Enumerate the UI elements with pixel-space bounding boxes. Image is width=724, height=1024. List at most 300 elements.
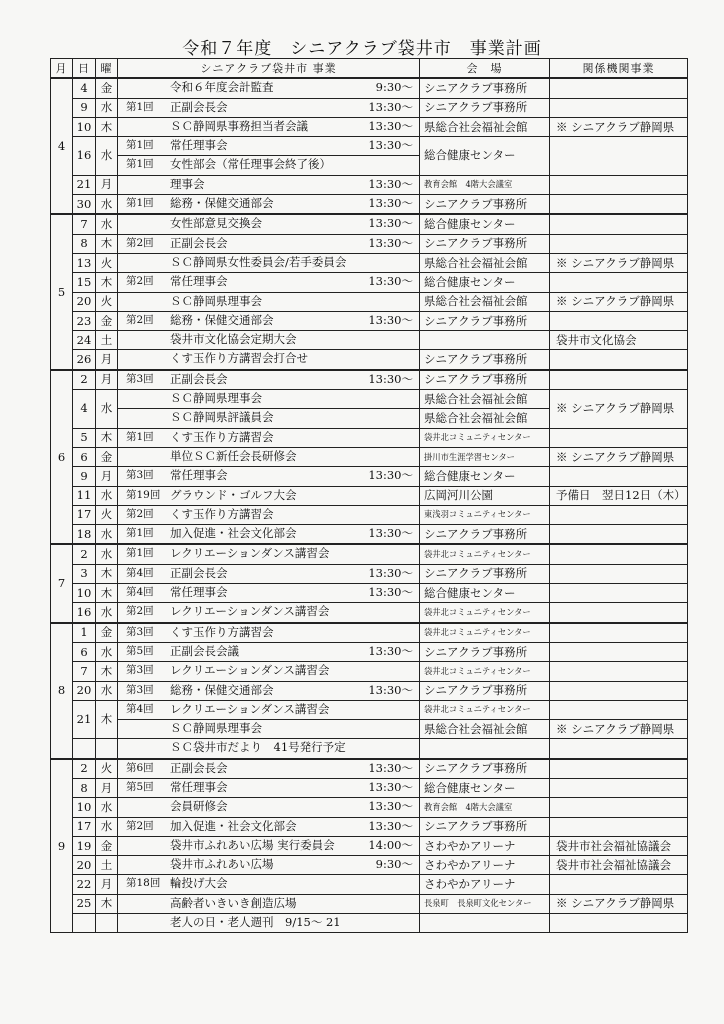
day-cell: 16: [73, 137, 96, 176]
venue-cell: さわやかアリーナ: [420, 836, 550, 855]
event-cell: [118, 894, 420, 913]
weekday-cell: 金: [96, 447, 118, 466]
related-cell: ※ シニアクラブ静岡県: [550, 720, 688, 739]
table-row: [51, 603, 688, 623]
weekday-cell: 土: [96, 856, 118, 875]
table-row: [51, 720, 688, 739]
event-number: 第3回: [126, 372, 154, 385]
related-cell: [550, 584, 688, 603]
venue-cell: 県総合社会福祉会館: [420, 409, 550, 428]
venue-cell: シニアクラブ事務所: [420, 564, 550, 583]
event-number: 第18回: [126, 877, 161, 890]
day-cell: 20: [73, 292, 96, 311]
related-cell: [550, 370, 688, 390]
weekday-cell: 月: [96, 370, 118, 390]
venue-cell: シニアクラブ事務所: [420, 78, 550, 98]
event-time: 13:30～: [368, 196, 413, 211]
related-cell: ※ シニアクラブ静岡県: [550, 253, 688, 272]
weekday-cell: 木: [96, 273, 118, 292]
event-name: ＳＣ静岡県理事会: [170, 721, 262, 736]
event-cell: [118, 603, 420, 623]
header-related: 関係機関事業: [550, 59, 688, 79]
event-cell: [118, 117, 420, 136]
table-row: [51, 564, 688, 583]
venue-cell: 教育会館 4階大会議室: [420, 798, 550, 817]
event-name: 加入促進・社会文化部会: [170, 526, 297, 541]
day-cell: 1: [73, 623, 96, 643]
day-cell: 6: [73, 642, 96, 661]
day-cell: 22: [73, 875, 96, 894]
weekday-cell: 木: [96, 894, 118, 913]
event-cell: [118, 98, 420, 117]
weekday-cell: 月: [96, 175, 118, 194]
venue-cell: 県総合社会福祉会館: [420, 117, 550, 136]
event-number: 第3回: [126, 683, 154, 696]
event-cell: [118, 175, 420, 194]
table-row: [51, 486, 688, 505]
weekday-cell: 木: [96, 428, 118, 447]
related-cell: [550, 914, 688, 933]
event-name: 正副会長会議: [170, 643, 239, 658]
event-number: 第4回: [126, 586, 154, 599]
day-cell: 13: [73, 253, 96, 272]
table-row: [51, 894, 688, 913]
day-cell: 4: [73, 390, 96, 429]
event-name: くす玉作り方講習会: [170, 624, 274, 639]
event-number: 第2回: [126, 507, 154, 520]
weekday-cell: 水: [96, 603, 118, 623]
related-cell: [550, 505, 688, 524]
venue-cell: [420, 739, 550, 759]
related-cell: [550, 623, 688, 643]
weekday-cell: 木: [96, 584, 118, 603]
table-row: [51, 370, 688, 390]
event-time: 13:30～: [368, 274, 413, 289]
event-number: 第3回: [126, 664, 154, 677]
event-number: 第3回: [126, 469, 154, 482]
venue-cell: 長泉町 長泉町文化センター: [420, 894, 550, 913]
related-cell: [550, 350, 688, 370]
event-name: 袋井市ふれあい広場 実行委員会: [170, 837, 335, 852]
weekday-cell: [96, 914, 118, 933]
related-cell: [550, 234, 688, 253]
venue-cell: シニアクラブ事務所: [420, 195, 550, 215]
event-cell: [118, 623, 420, 643]
month-cell: 6: [51, 370, 73, 545]
day-cell: 26: [73, 350, 96, 370]
day-cell: 10: [73, 117, 96, 136]
weekday-cell: 火: [96, 505, 118, 524]
related-cell: [550, 739, 688, 759]
weekday-cell: 火: [96, 292, 118, 311]
event-name: ＳＣ静岡県評議員会: [170, 410, 274, 425]
day-cell: [73, 914, 96, 933]
day-cell: 2: [73, 544, 96, 564]
venue-cell: 広岡河川公園: [420, 486, 550, 505]
weekday-cell: 木: [96, 662, 118, 681]
event-cell: [118, 505, 420, 524]
weekday-cell: 木: [96, 564, 118, 583]
event-name: 正副会長会: [170, 565, 228, 580]
event-name: ＳＣ静岡県事務担当者会議: [170, 118, 308, 133]
table-row: [51, 856, 688, 875]
event-cell: [118, 214, 420, 234]
day-cell: 17: [73, 505, 96, 524]
venue-cell: さわやかアリーナ: [420, 856, 550, 875]
venue-cell: 総合健康センター: [420, 214, 550, 234]
event-time: 13:30～: [368, 682, 413, 697]
weekday-cell: 金: [96, 623, 118, 643]
table-row: [51, 117, 688, 136]
venue-cell: 袋井北コミュニティセンター: [420, 662, 550, 681]
document-title: 令和７年度 シニアクラブ袋井市 事業計画: [182, 39, 542, 59]
venue-cell: 総合健康センター: [420, 273, 550, 292]
table-row: [51, 759, 688, 779]
event-cell: [118, 875, 420, 894]
event-name: 会員研修会: [170, 799, 228, 814]
table-row: [51, 195, 688, 215]
day-cell: 9: [73, 467, 96, 486]
event-cell: [118, 311, 420, 330]
day-cell: 11: [73, 486, 96, 505]
event-time: 13:30～: [368, 565, 413, 580]
day-cell: 2: [73, 759, 96, 779]
venue-cell: 袋井北コミュニティセンター: [420, 544, 550, 564]
event-name: 女性部意見交換会: [170, 216, 262, 231]
event-cell: [118, 798, 420, 817]
event-cell: [118, 836, 420, 855]
event-name: ＳＣ静岡県理事会: [170, 293, 262, 308]
event-name: 老人の日・老人週刊 9/15～ 21: [170, 915, 341, 930]
header-event: シニアクラブ袋井市 事業: [118, 59, 420, 79]
venue-cell: シニアクラブ事務所: [420, 817, 550, 836]
table-row: [51, 778, 688, 797]
event-cell: [118, 778, 420, 797]
event-time: 13:30～: [368, 176, 413, 191]
event-cell: [118, 409, 420, 428]
event-name: 加入促進・社会文化部会: [170, 818, 297, 833]
table-row: [51, 505, 688, 524]
day-cell: 15: [73, 273, 96, 292]
related-cell: [550, 681, 688, 700]
event-time: 13:30～: [368, 118, 413, 133]
event-number: 第1回: [126, 547, 154, 560]
day-cell: [73, 739, 96, 759]
table-row: [51, 331, 688, 350]
weekday-cell: 水: [96, 817, 118, 836]
related-cell: [550, 603, 688, 623]
venue-cell: [420, 914, 550, 933]
weekday-cell: 土: [96, 331, 118, 350]
venue-cell: 総合健康センター: [420, 467, 550, 486]
weekday-cell: [96, 739, 118, 759]
event-cell: [118, 350, 420, 370]
related-cell: 袋井市社会福祉協議会: [550, 836, 688, 855]
day-cell: 2: [73, 370, 96, 390]
event-cell: [118, 292, 420, 311]
event-name: くす玉作り方講習会打合せ: [170, 351, 308, 366]
event-name: 袋井市文化協会定期大会: [170, 332, 297, 347]
event-number: 第2回: [126, 275, 154, 288]
weekday-cell: 水: [96, 798, 118, 817]
related-cell: [550, 78, 688, 98]
table-row: [51, 234, 688, 253]
table-row: [51, 681, 688, 700]
event-name: 女性部会（常任理事会終了後）: [170, 157, 331, 172]
weekday-cell: 火: [96, 253, 118, 272]
event-cell: [118, 720, 420, 739]
day-cell: 3: [73, 564, 96, 583]
day-cell: 10: [73, 584, 96, 603]
event-time: 13:30～: [368, 585, 413, 600]
event-time: 13:30～: [368, 99, 413, 114]
event-name: 総務・保健交通部会: [170, 196, 274, 211]
related-cell: [550, 642, 688, 661]
event-time: 13:30～: [368, 138, 413, 153]
venue-cell: 掛川市生涯学習センター: [420, 447, 550, 466]
venue-cell: 教育会館 4階大会議室: [420, 175, 550, 194]
table-row: [51, 98, 688, 117]
table-row: [51, 739, 688, 759]
weekday-cell: 水: [96, 642, 118, 661]
related-cell: [550, 214, 688, 234]
venue-cell: シニアクラブ事務所: [420, 350, 550, 370]
event-number: 第5回: [126, 780, 154, 793]
venue-cell: 総合健康センター: [420, 137, 550, 176]
table-row: [51, 137, 688, 156]
event-name: 正副会長会: [170, 99, 228, 114]
event-name: レクリエーションダンス講習会: [170, 546, 330, 561]
table-row: [51, 836, 688, 855]
event-name: 正副会長会: [170, 235, 228, 250]
venue-cell: 袋井北コミュニティセンター: [420, 700, 550, 719]
table-row: [51, 700, 688, 719]
related-cell: 袋井市社会福祉協議会: [550, 856, 688, 875]
table-row: [51, 914, 688, 933]
table-row: [51, 662, 688, 681]
table-row: [51, 253, 688, 272]
related-cell: [550, 98, 688, 117]
related-cell: ※ シニアクラブ静岡県: [550, 292, 688, 311]
event-number: 第1回: [126, 100, 154, 113]
weekday-cell: 火: [96, 759, 118, 779]
event-time: 13:30～: [368, 779, 413, 794]
venue-cell: 県総合社会福祉会館: [420, 720, 550, 739]
event-name: 常任理事会: [170, 468, 228, 483]
event-cell: [118, 564, 420, 583]
table-row: [51, 544, 688, 564]
related-cell: [550, 778, 688, 797]
table-row: [51, 292, 688, 311]
venue-cell: シニアクラブ事務所: [420, 311, 550, 330]
day-cell: 18: [73, 525, 96, 545]
event-name: 令和６年度会計監査: [170, 80, 274, 95]
day-cell: 20: [73, 681, 96, 700]
related-cell: [550, 564, 688, 583]
related-cell: 予備日 翌日12日（木）: [550, 486, 688, 505]
related-cell: [550, 175, 688, 194]
month-cell: 7: [51, 544, 73, 622]
header-day: 日: [73, 59, 96, 79]
related-cell: [550, 662, 688, 681]
related-cell: [550, 428, 688, 447]
weekday-cell: 金: [96, 836, 118, 855]
related-cell: ※ シニアクラブ静岡県: [550, 894, 688, 913]
event-cell: [118, 914, 420, 933]
venue-cell: 県総合社会福祉会館: [420, 253, 550, 272]
venue-cell: 県総合社会福祉会館: [420, 292, 550, 311]
related-cell: [550, 137, 688, 176]
event-name: くす玉作り方講習会: [170, 506, 274, 521]
event-number: 第2回: [126, 313, 154, 326]
weekday-cell: 木: [96, 117, 118, 136]
event-name: 理事会: [170, 176, 205, 191]
event-name: 袋井市ふれあい広場: [170, 857, 274, 872]
event-time: 13:30～: [368, 760, 413, 775]
event-name: 輪投げ大会: [170, 876, 228, 891]
venue-cell: 袋井北コミュニティセンター: [420, 603, 550, 623]
day-cell: 10: [73, 798, 96, 817]
event-number: 第1回: [126, 527, 154, 540]
header-row: [51, 59, 688, 79]
weekday-cell: 水: [96, 525, 118, 545]
weekday-cell: 水: [96, 98, 118, 117]
table-row: [51, 642, 688, 661]
venue-cell: 袋井北コミュニティセンター: [420, 428, 550, 447]
event-cell: [118, 370, 420, 390]
event-cell: [118, 700, 420, 719]
event-time: 13:30～: [368, 799, 413, 814]
event-cell: [118, 544, 420, 564]
related-cell: [550, 759, 688, 779]
weekday-cell: 月: [96, 350, 118, 370]
day-cell: 7: [73, 214, 96, 234]
schedule-table: [50, 58, 688, 933]
related-cell: [550, 700, 688, 719]
event-cell: [118, 331, 420, 350]
day-cell: 4: [73, 78, 96, 98]
venue-cell: 総合健康センター: [420, 778, 550, 797]
venue-cell: さわやかアリーナ: [420, 875, 550, 894]
day-cell: 24: [73, 331, 96, 350]
event-cell: [118, 739, 420, 759]
event-cell: [118, 486, 420, 505]
related-cell: [550, 467, 688, 486]
event-number: 第19回: [126, 488, 161, 501]
venue-cell: シニアクラブ事務所: [420, 642, 550, 661]
event-name: 常任理事会: [170, 274, 228, 289]
event-cell: [118, 273, 420, 292]
event-name: 単位ＳＣ新任会長研修会: [170, 448, 297, 463]
weekday-cell: 水: [96, 390, 118, 429]
event-name: 正副会長会: [170, 371, 228, 386]
weekday-cell: 月: [96, 467, 118, 486]
weekday-cell: 水: [96, 544, 118, 564]
table-row: [51, 78, 688, 98]
venue-cell: シニアクラブ事務所: [420, 234, 550, 253]
day-cell: 20: [73, 856, 96, 875]
event-cell: [118, 584, 420, 603]
related-cell: [550, 311, 688, 330]
table-row: [51, 273, 688, 292]
related-cell: [550, 817, 688, 836]
event-cell: [118, 642, 420, 661]
table-row: [51, 467, 688, 486]
day-cell: 17: [73, 817, 96, 836]
event-number: 第1回: [126, 158, 154, 171]
event-cell: [118, 253, 420, 272]
day-cell: 5: [73, 428, 96, 447]
event-name: レクリエーションダンス講習会: [170, 701, 330, 716]
related-cell: ※ シニアクラブ静岡県: [550, 447, 688, 466]
day-cell: 21: [73, 175, 96, 194]
day-cell: 25: [73, 894, 96, 913]
day-cell: 6: [73, 447, 96, 466]
event-number: 第2回: [126, 819, 154, 832]
event-cell: [118, 662, 420, 681]
weekday-cell: 水: [96, 214, 118, 234]
table-row: [51, 390, 688, 409]
event-number: 第4回: [126, 702, 154, 715]
day-cell: 23: [73, 311, 96, 330]
month-cell: 5: [51, 214, 73, 369]
table-row: [51, 875, 688, 894]
event-time: 13:30～: [368, 312, 413, 327]
event-cell: [118, 681, 420, 700]
related-cell: [550, 544, 688, 564]
venue-cell: シニアクラブ事務所: [420, 370, 550, 390]
event-number: 第1回: [126, 430, 154, 443]
related-cell: [550, 525, 688, 545]
event-cell: [118, 467, 420, 486]
venue-cell: [420, 331, 550, 350]
event-number: 第2回: [126, 605, 154, 618]
event-time: 9:30～: [375, 80, 413, 95]
month-cell: 9: [51, 759, 73, 933]
related-cell: 袋井市文化協会: [550, 331, 688, 350]
event-name: くす玉作り方講習会: [170, 429, 274, 444]
day-cell: 16: [73, 603, 96, 623]
month-cell: 8: [51, 623, 73, 759]
event-time: 13:30～: [368, 235, 413, 250]
event-cell: [118, 759, 420, 779]
table-row: [51, 798, 688, 817]
event-number: 第3回: [126, 625, 154, 638]
event-cell: [118, 856, 420, 875]
related-cell: [550, 273, 688, 292]
event-name: レクリエーションダンス講習会: [170, 663, 330, 678]
weekday-cell: 金: [96, 311, 118, 330]
event-name: 常任理事会: [170, 138, 228, 153]
event-time: 13:30～: [368, 468, 413, 483]
venue-cell: シニアクラブ事務所: [420, 681, 550, 700]
venue-cell: 総合健康センター: [420, 584, 550, 603]
weekday-cell: 木: [96, 700, 118, 739]
table-row: [51, 584, 688, 603]
venue-cell: 県総合社会福祉会館: [420, 390, 550, 409]
header-weekday: 曜: [96, 59, 118, 79]
header-month: 月: [51, 59, 73, 79]
event-name: 総務・保健交通部会: [170, 312, 274, 327]
event-time: 9:30～: [375, 857, 413, 872]
table-row: [51, 447, 688, 466]
event-cell: [118, 390, 420, 409]
event-cell: [118, 817, 420, 836]
day-cell: 8: [73, 234, 96, 253]
event-time: 13:30～: [368, 371, 413, 386]
event-cell: [118, 78, 420, 98]
venue-cell: シニアクラブ事務所: [420, 525, 550, 545]
